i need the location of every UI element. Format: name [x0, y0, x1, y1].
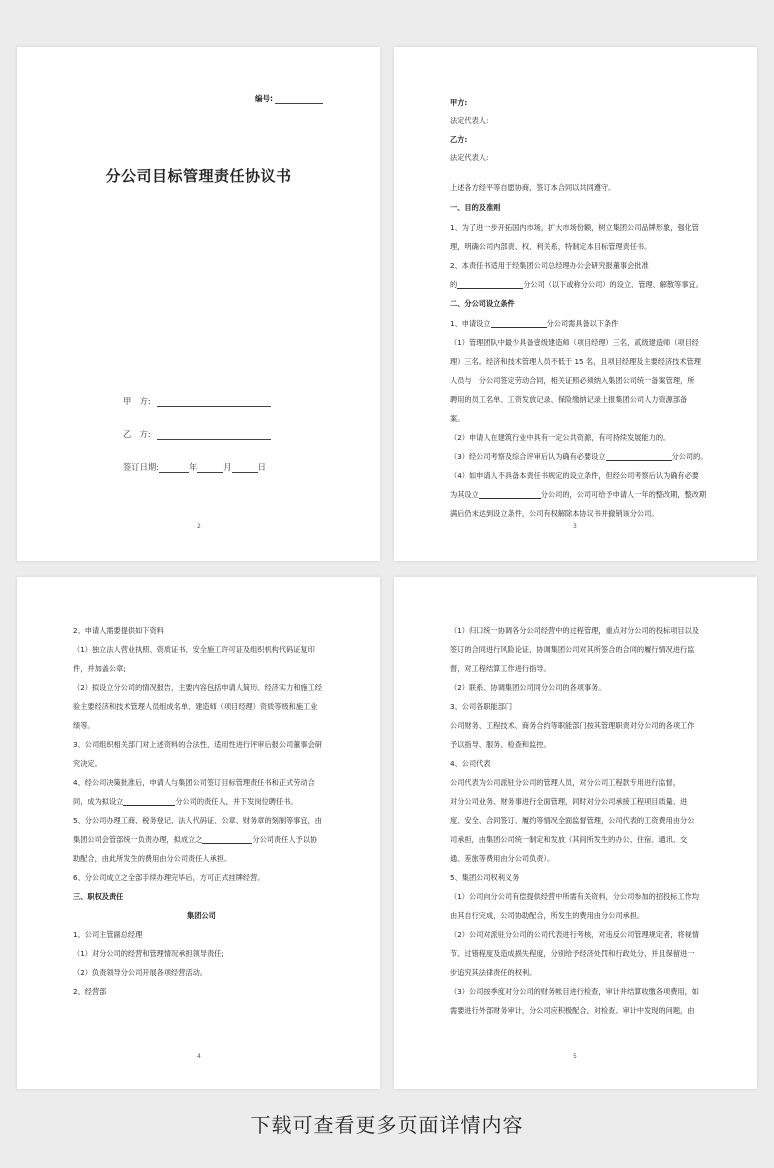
paragraph-line: 5、分公司办理工商、税务登记、法人代码证、公章、财务章的刻制等事宜，由	[73, 816, 322, 825]
paragraph-line: 2、申请人需要提供如下资料	[73, 626, 164, 635]
year-label: 年	[188, 462, 198, 472]
signing-date-label: 签订日期:	[123, 462, 159, 472]
paragraph-line: 签订的合同进行风险论证，协调集团公司对其所签合的合同的履行情况进行监	[450, 645, 695, 654]
line-start: 集团公司会管部统一负责办理，拟成立之	[73, 835, 203, 844]
paragraph-line: 2、经营部	[73, 987, 107, 996]
day-blank	[232, 464, 258, 473]
page-number: 5	[573, 1053, 577, 1060]
paragraph-line	[73, 797, 298, 806]
paragraph-line: 案。	[450, 414, 465, 423]
paragraph-line: （3）公司按季度对分公司的财务帐目进行检查，审计并结算收缴各项费用，如	[450, 987, 699, 996]
document-page-2	[17, 47, 380, 561]
paragraph-line: （1）公司向分公司有偿提供经营中所需有关资料，分公司参加的招投标工作均	[450, 892, 699, 901]
party-a-label: 甲 方:	[123, 396, 151, 406]
month-label: 月	[223, 462, 232, 472]
party-b-blank	[157, 431, 271, 440]
line-start: 为其设立	[450, 490, 479, 499]
paragraph-line: 聘用的员工名单、工资发放记录、保险缴纳记录上报集团公司人力资源部备	[450, 395, 688, 404]
party-a-blank	[157, 398, 271, 407]
paragraph-line: 节、过错程度及造成损失程度，分别给予经济处罚和行政处分，并且保留进一	[450, 949, 695, 958]
paragraph-line	[450, 452, 707, 461]
party-a-signature	[123, 395, 271, 407]
fill-blank	[202, 835, 252, 844]
paragraph-line: 上述各方经平等自愿协商，签订本合同以共同遵守。	[450, 183, 616, 192]
paragraph-line: 通、差旅等费用由分公司负责）。	[450, 854, 555, 863]
fill-blank	[491, 319, 547, 328]
more-pages-caption: 下载可查看更多页面详情内容	[250, 1113, 524, 1137]
line-start: （3）经公司考察及综合评审后认为确有必要设立	[450, 452, 606, 461]
line-start: 1、申请设立	[450, 319, 491, 328]
year-blank	[159, 464, 189, 473]
paragraph-line: （2）公司对派驻分公司的公司代表进行考核，对违反公司管理规定者，将视情	[450, 930, 699, 939]
subsection-heading: 集团公司	[187, 911, 216, 920]
line-start: 的	[450, 280, 458, 289]
paragraph-line: 验主要经济和技术管理人员组成名单、建造师（项目经理）资质等级和施工业	[73, 702, 318, 711]
month-blank	[197, 464, 223, 473]
paragraph-line	[450, 280, 703, 289]
page-number: 4	[197, 1053, 201, 1060]
document-page-3	[394, 47, 757, 561]
party-b-signature	[123, 428, 271, 440]
line-end: 分公司（以下或称分公司）的设立、管理、解散等事宜。	[523, 280, 703, 289]
page-number: 3	[573, 523, 577, 530]
paragraph-line: 助配合，由此所发生的费用由分公司责任人承担。	[73, 854, 232, 863]
document-title: 分公司目标管理责任协议书	[105, 167, 292, 185]
paragraph-line: 理，明确公司内部责、权、利关系，特制定本目标管理责任书。	[450, 242, 652, 251]
party-b-heading: 乙方:	[450, 135, 468, 144]
paragraph-line	[450, 490, 706, 499]
legal-rep-a: 法定代表人:	[450, 116, 489, 125]
paragraph-line: （2）联系、协调集团公司同分公司的各项事务。	[450, 683, 606, 692]
paragraph-line: 人员与 分公司签定劳动合同，相关证照必须纳入集团公司统一备案管理，所	[450, 376, 695, 385]
line-end: 分公司的责任人，并下发岗位聘任书。	[175, 797, 298, 806]
paragraph-line: 需要进行外部财务审计，分公司应积极配合，对检查、审计中发现的问题，由	[450, 1006, 695, 1015]
page-number: 2	[197, 523, 201, 530]
paragraph-line: 对分公司业务、财务事进行全面管理，同时对分公司承接工程项目质量、进	[450, 797, 688, 806]
paragraph-line	[450, 319, 618, 328]
paragraph-line: 3、公司各职能部门	[450, 702, 513, 711]
paragraph-line: （1）归口统一协调各分公司经营中的过程管理，重点对分公司的投标项目以及	[450, 626, 699, 635]
section-heading: 三、职权及责任	[73, 892, 124, 901]
paragraph-line: 司承担，由集团公司统一制定和发放（其间所发生的办公、住宿、通讯、交	[450, 835, 688, 844]
paragraph-line: （1）管理团队中最少具备壹级建造师（项目经理）三名，贰级建造师（项目经	[450, 338, 699, 347]
paragraph-line: 步追究其法律责任的权利。	[450, 968, 537, 977]
paragraph-line: 件，并加盖公章;	[73, 664, 126, 673]
paragraph-line: 理）三名。经济和技术管理人员不低于 15 名，且项目经理及主要经济技术管理	[450, 357, 701, 366]
paragraph-line: （2）拟设立分公司的情况报告，主要内容包括申请人简历、经济实力和施工经	[73, 683, 322, 692]
line-end: 分公司责任人予以协	[252, 835, 318, 844]
paragraph-line: 满后仍未达到设立条件，公司有权解除本协议书并撤销该分公司。	[450, 509, 659, 518]
fill-blank	[606, 452, 672, 461]
party-a-heading: 甲方:	[450, 98, 468, 107]
paragraph-line: 3、公司组织相关部门对上述资料的合法性、适用性进行评审后报公司董事会研	[73, 740, 322, 749]
paragraph-line: 1、为了进一步开拓国内市场，扩大市场份额，树立集团公司品牌形象，强化管	[450, 223, 699, 232]
paragraph-line: （1）对分公司的经营和管理情况承担领导责任;	[73, 949, 224, 958]
document-page-5	[394, 577, 757, 1089]
paragraph-line: 公司代表为公司派驻分公司的管理人员，对分公司工程款专用进行监督，	[450, 778, 681, 787]
line-end: 分公司的。	[671, 452, 708, 461]
paragraph-line: 度、安全、合同签订、履约等情况全面监督管理，公司代表的工资费用由分公	[450, 816, 695, 825]
day-label: 日	[257, 462, 266, 472]
legal-rep-b: 法定代表人:	[450, 153, 489, 162]
paragraph-line: 究决定。	[73, 759, 102, 768]
line-end: 分公司需具备以下条件	[546, 319, 619, 328]
serial-number-blank	[275, 95, 323, 104]
paragraph-line: （1）独立法人营业执照、资质证书、安全施工许可证及组织机构代码证复印	[73, 645, 315, 654]
paragraph-line: 4、公司代表	[450, 759, 491, 768]
paragraph-line: 督，对工程结算工作进行指导。	[450, 664, 551, 673]
paragraph-line: 予以指导、服务、检查和监控。	[450, 740, 551, 749]
paragraph-line: 6、分公司成立之全部手续办理完毕后，方可正式挂牌经营。	[73, 873, 265, 882]
line-start: 同，成为拟设立	[73, 797, 124, 806]
section-heading: 二、分公司设立条件	[450, 299, 515, 308]
paragraph-line: 绩等。	[73, 721, 95, 730]
section-heading: 一、目的及准则	[450, 203, 501, 212]
paragraph-line: （2）申请人在建筑行业中具有一定公共资源，有可持续发展能力的。	[450, 433, 671, 442]
party-b-label: 乙 方:	[123, 429, 151, 439]
paragraph-line: 公司财务、工程技术、商务合约等职能部门按其管理职责对分公司的各项工作	[450, 721, 695, 730]
paragraph-line: 1、公司主管副总经理	[73, 930, 143, 939]
paragraph-line: 4、经公司决策批准后，申请人与集团公司签订目标管理责任书和正式劳动合	[73, 778, 315, 787]
serial-number-label: 编号:	[255, 94, 273, 103]
paragraph-line: 2、本责任书适用于经集团公司总经理办公会研究报董事会批准	[450, 261, 649, 270]
fill-blank	[123, 797, 175, 806]
serial-number	[255, 93, 323, 104]
signing-date	[123, 461, 266, 473]
fill-blank	[479, 490, 541, 499]
document-page-4	[17, 577, 380, 1089]
paragraph-line: （2）负责领导分公司开展各项经营活动。	[73, 968, 207, 977]
paragraph-line	[73, 835, 317, 844]
fill-blank	[457, 280, 523, 289]
line-end: 分公司的，公司可给予申请人一年的整改期，整改期	[540, 490, 707, 499]
paragraph-line: （4）如申请人不具备本责任书规定的设立条件，但经公司考察后认为确有必要	[450, 471, 699, 480]
paragraph-line: 5、集团公司权利义务	[450, 873, 520, 882]
paragraph-line: 由其自行完成，公司协助配合，所发生的费用由分公司承担。	[450, 911, 645, 920]
